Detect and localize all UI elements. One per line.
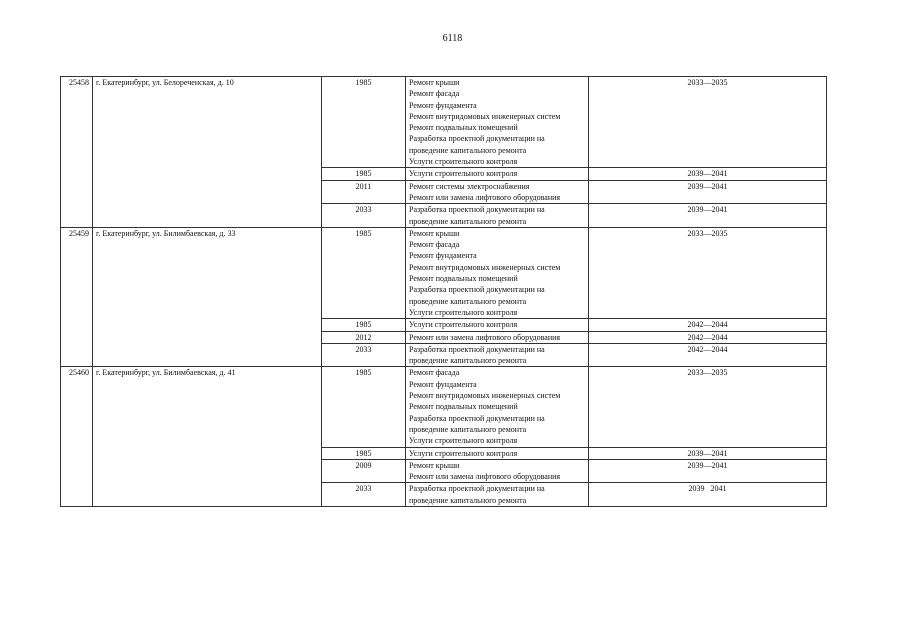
period-cell: 2033—2035: [589, 367, 827, 447]
year-cell: 2033: [322, 204, 406, 228]
works-cell: [406, 447, 589, 459]
work-item: Ремонт системы электроснабжения: [409, 181, 530, 191]
works-cell: [406, 459, 589, 483]
year-cell: 2012: [322, 331, 406, 343]
work-item: Ремонт фундамента: [409, 251, 477, 261]
building-address: г. Екатеринбург, ул. Билимбаевская, д. 33: [93, 227, 322, 367]
period-cell: 2042—2044: [589, 343, 827, 367]
work-item: Разработка проектной документации на: [409, 413, 545, 423]
period-cell: 2042—2044: [589, 331, 827, 343]
table-body: [61, 77, 827, 507]
year-cell: 1985: [322, 168, 406, 180]
works-cell: [406, 343, 589, 367]
page-number: 6118: [442, 33, 463, 44]
building-number: 25458: [61, 77, 93, 228]
work-item: Ремонт крыши: [409, 228, 460, 238]
building-address: г. Екатеринбург, ул. Белореченская, д. 10: [93, 77, 322, 228]
work-item: Разработка проектной документации на: [409, 285, 545, 295]
work-item: Ремонт фундамента: [409, 100, 477, 110]
works-cell: [406, 483, 589, 507]
period-cell: 2039—2041: [589, 168, 827, 180]
work-item: Услуги строительного контроля: [409, 448, 518, 458]
period-cell: 2039—2041: [589, 447, 827, 459]
work-item: Разработка проектной документации на: [409, 205, 545, 215]
table-row: [61, 77, 827, 168]
work-item: Ремонт подвальных помещений: [409, 274, 518, 284]
year-cell: 2033: [322, 483, 406, 507]
work-item: Разработка проектной документации на: [409, 344, 545, 354]
table-row: [61, 367, 827, 447]
work-item: Ремонт внутридомовых инженерных систем: [409, 262, 561, 272]
work-item: Разработка проектной документации на: [409, 484, 545, 494]
work-item: Ремонт или замена лифтового оборудования: [409, 192, 561, 202]
period-cell: 2042—2044: [589, 319, 827, 331]
work-item: Разработка проектной документации на: [409, 134, 545, 144]
works-cell: [406, 180, 589, 204]
work-item: Услуги строительного контроля: [409, 157, 518, 167]
year-cell: 2011: [322, 180, 406, 204]
work-item: Ремонт фундамента: [409, 379, 477, 389]
work-item: проведение капитального ремонта: [409, 356, 527, 366]
work-item: проведение капитального ремонта: [409, 424, 527, 434]
work-item: Ремонт или замена лифтового оборудования: [409, 332, 561, 342]
period-cell: 2033—2035: [589, 227, 827, 318]
building-address: г. Екатеринбург, ул. Билимбаевская, д. 41: [93, 367, 322, 507]
works-cell: [406, 204, 589, 228]
period-cell: 2039—2041: [589, 459, 827, 483]
work-item: проведение капитального ремонта: [409, 495, 527, 505]
work-item: Ремонт фасада: [409, 240, 460, 250]
work-item: Ремонт подвальных помещений: [409, 402, 518, 412]
work-item: проведение капитального ремонта: [409, 216, 527, 226]
year-cell: 1985: [322, 447, 406, 459]
work-item: Ремонт подвальных помещений: [409, 123, 518, 133]
capital-repair-table: [60, 76, 827, 507]
work-item: Услуги строительного контроля: [409, 320, 518, 330]
year-cell: 1985: [322, 367, 406, 447]
work-item: Услуги строительного контроля: [409, 307, 518, 317]
period-cell: 2033—2035: [589, 77, 827, 168]
work-item: Ремонт или замена лифтового оборудования: [409, 472, 561, 482]
work-item: Ремонт внутридомовых инженерных систем: [409, 391, 561, 401]
work-item: Ремонт фасада: [409, 368, 460, 378]
work-item: проведение капитального ремонта: [409, 296, 527, 306]
year-cell: 1985: [322, 319, 406, 331]
building-number: 25459: [61, 227, 93, 367]
period-cell: 2039—2041: [589, 180, 827, 204]
works-cell: [406, 168, 589, 180]
work-item: Ремонт фасада: [409, 89, 460, 99]
year-cell: 2033: [322, 343, 406, 367]
works-cell: [406, 77, 589, 168]
work-item: Ремонт крыши: [409, 78, 460, 87]
period-cell: 2039 2041: [589, 483, 827, 507]
works-cell: [406, 367, 589, 447]
period-cell: 2039—2041: [589, 204, 827, 228]
works-cell: [406, 319, 589, 331]
year-cell: 1985: [322, 227, 406, 318]
year-cell: 1985: [322, 77, 406, 168]
works-cell: [406, 227, 589, 318]
year-cell: 2009: [322, 459, 406, 483]
works-cell: [406, 331, 589, 343]
work-item: Услуги строительного контроля: [409, 169, 518, 179]
building-number: 25460: [61, 367, 93, 507]
work-item: Услуги строительного контроля: [409, 436, 518, 446]
work-item: проведение капитального ремонта: [409, 145, 527, 155]
table-row: [61, 227, 827, 318]
work-item: Ремонт внутридомовых инженерных систем: [409, 111, 561, 121]
work-item: Ремонт крыши: [409, 460, 460, 470]
